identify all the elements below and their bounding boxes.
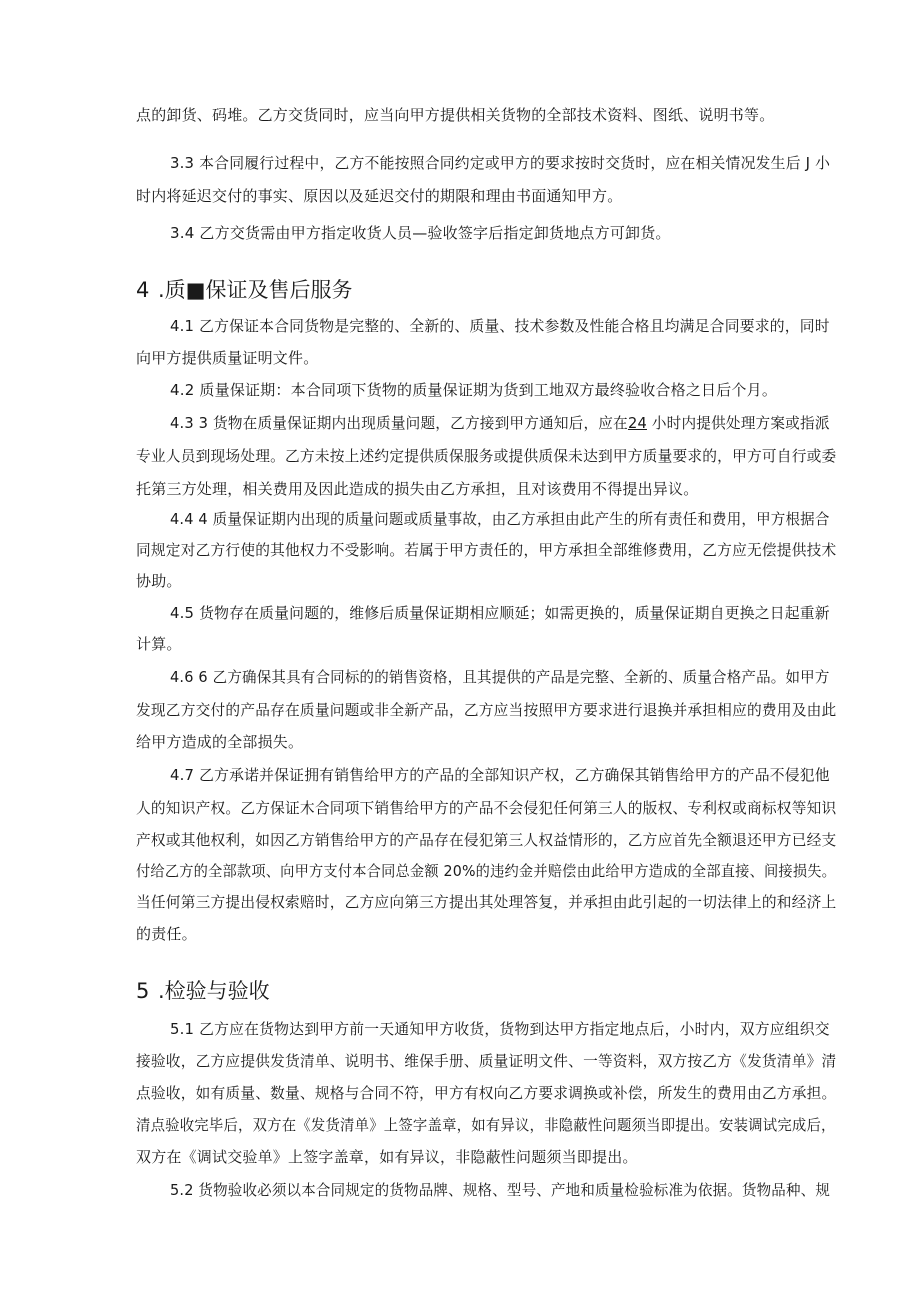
underlined-hours: 24 (627, 414, 647, 432)
paragraph-line: 同规定对乙方行使的其他权力不受影响。若属于甲方责任的，甲方承担全部维修费用，乙方应无偿提供技术 (136, 541, 837, 559)
clause-4-6-line: 4.6 6 乙方确保其具有合同标的的销售资格，且其提供的产品是完整、全新的、质量合格产品。如甲方 (170, 668, 830, 686)
paragraph-line: 给甲方造成的全部损失。 (136, 733, 304, 751)
clause-5-2-line: 5.2 货物验收必须以本合同规定的货物品牌、规格、型号、产地和质量检验标准为依据。货物品种、规 (170, 1181, 831, 1199)
paragraph-line: 托第三方处理，相关费用及因此造成的损失由乙方承担，且对该费用不得提出异议。 (136, 480, 699, 498)
paragraph-line: 点验收，如有质量、数量、规格与合同不符，甲方有权向乙方要求调换或补偿，所发生的费用由乙方承担。 (136, 1084, 837, 1102)
paragraph-line: 向甲方提供质量证明文件。 (136, 349, 319, 367)
clause-4-5-line: 4.5 货物存在质量问题的，维修后质量保证期相应顺延；如需更换的，质量保证期自更换之日起重新 (170, 604, 830, 622)
paragraph-line: 的责任。 (136, 925, 197, 943)
paragraph-line: 产权或其他权利，如因乙方销售给甲方的产品存在侵犯第三人权益情形的，乙方应首先全额退还甲方已经支 (136, 831, 837, 849)
clause-4-4-line: 4.4 4 质量保证期内出现的质量问题或质量事故，由乙方承担由此产生的所有责任和费用，甲方根据合 (170, 510, 830, 528)
paragraph-line: 专业人员到现场处理。乙方未按上述约定提供质保服务或提供质保未达到甲方质量要求的，甲方可自行或委 (136, 447, 837, 465)
paragraph-line: 人的知识产权。乙方保证木合同项下销售给甲方的产品不会侵犯任何第三人的版权、专利权或商标权等知识 (136, 799, 837, 817)
paragraph-line: 当任何第三方提出侵权索赔时，乙方应向第三方提出其处理答复，并承担由此引起的一切法律上的和经济上 (136, 893, 837, 911)
section-number: 4 (136, 278, 150, 302)
paragraph-line: 时内将延迟交付的事实、原因以及延迟交付的期限和理由书面通知甲方。 (136, 187, 623, 205)
clause-3-4-line: 3.4 乙方交货需由甲方指定收货人员—验收签字后指定卸货地点方可卸货。 (170, 224, 671, 242)
section-number: 5 (136, 979, 150, 1003)
clause-4-3-line (170, 413, 830, 433)
paragraph-line: 接验收，乙方应提供发货清单、说明书、维保手册、质量证明文件、一等资料，双方按乙方《发货清单》清 (136, 1052, 837, 1070)
paragraph-line: 点的卸货、码堆。乙方交货同时，应当向甲方提供相关货物的全部技术资料、图纸、说明书等。 (136, 106, 775, 124)
section-heading-5 (136, 978, 736, 1004)
paragraph-line: 付给乙方的全部款项、向甲方支付本合同总金额 20%的违约金并赔偿由此给甲方造成的全部直接、间接损失。 (136, 862, 837, 880)
section-title: .检验与验收 (158, 979, 270, 1003)
section-heading-4 (136, 277, 736, 303)
section-title: .质■保证及售后服务 (158, 278, 353, 302)
clause-4-2-line: 4.2 质量保证期：本合同项下货物的质量保证期为货到工地双方最终验收合格之日后个月。 (170, 381, 778, 399)
clause-4-1-line: 4.1 乙方保证本合同货物是完整的、全新的、质量、技术参数及性能合格且均满足合同要求的，同时 (170, 317, 830, 335)
clause-3-3-line: 3.3 本合同履行过程中，乙方不能按照合同约定或甲方的要求按时交货时，应在相关情况发生后 J 小 (170, 154, 831, 172)
paragraph-line: 清点验收完毕后，双方在《发货清单》上签字盖章，如有异议，非隐蔽性问题须当即提出。安装调试完成后， (136, 1116, 836, 1134)
paragraph-line: 计算。 (136, 635, 182, 653)
clause-text: 小时内提供处理方案或指派 (646, 414, 830, 432)
clause-text: 4.3 3 货物在质量保证期内出现质量问题，乙方接到甲方通知后，应在 (170, 414, 628, 432)
paragraph-line: 双方在《调试交验单》上签字盖章，如有异议，非隐蔽性问题须当即提出。 (136, 1148, 638, 1166)
clause-4-7-line: 4.7 乙方承诺并保证拥有销售给甲方的产品的全部知识产权，乙方确保其销售给甲方的产品不侵犯他 (170, 766, 830, 784)
paragraph-line: 协助。 (136, 572, 182, 590)
paragraph-line: 发现乙方交付的产品存在质量问题或非全新产品，乙方应当按照甲方要求进行退换并承担相应的费用及由此 (136, 701, 837, 719)
clause-5-1-line: 5.1 乙方应在货物达到甲方前一天通知甲方收货，货物到达甲方指定地点后，小时内，双方应组织交 (170, 1020, 830, 1038)
